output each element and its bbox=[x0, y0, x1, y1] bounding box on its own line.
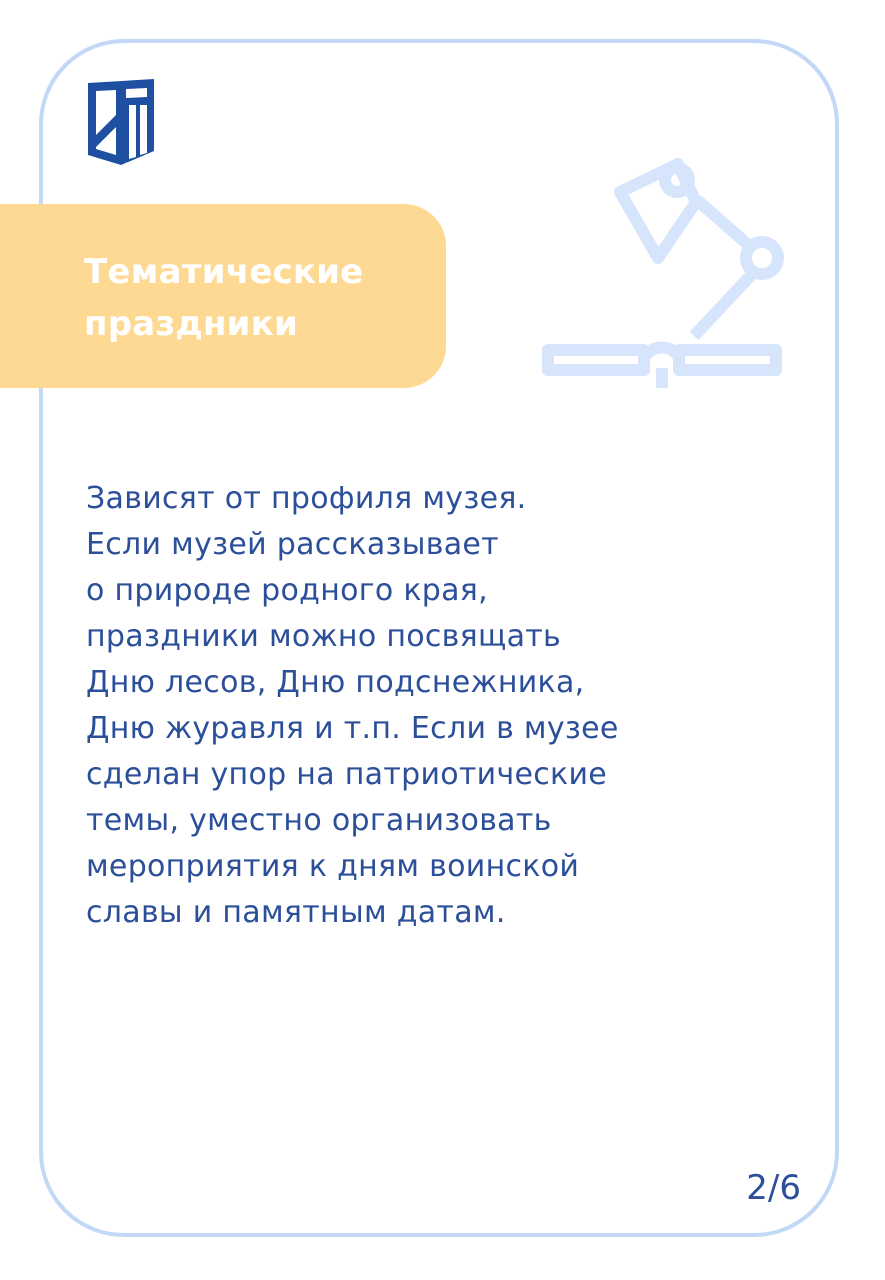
publisher-logo bbox=[84, 77, 158, 167]
body-line: славы и памятным датам. bbox=[86, 895, 506, 930]
body-line: мероприятия к дням воинской bbox=[86, 849, 580, 884]
body-line: Дню журавля и т.п. Если в музее bbox=[86, 711, 619, 746]
body-line: Дню лесов, Дню подснежника, bbox=[86, 665, 585, 700]
title-line: праздники bbox=[84, 304, 299, 344]
body-line: Если музей рассказывает bbox=[86, 527, 499, 562]
body-line: о природе родного края, bbox=[86, 573, 488, 608]
body-paragraph bbox=[86, 476, 786, 936]
desk-lamp-book-icon bbox=[540, 150, 790, 390]
page-counter: 2/6 bbox=[746, 1168, 801, 1208]
body-line: сделан упор на патриотические bbox=[86, 757, 608, 792]
page-title bbox=[84, 246, 424, 350]
body-line: праздники можно посвящать bbox=[86, 619, 562, 654]
body-line: Зависят от профиля музея. bbox=[86, 481, 527, 516]
body-line: темы, уместно организовать bbox=[86, 803, 552, 838]
title-line: Тематические bbox=[84, 252, 364, 292]
